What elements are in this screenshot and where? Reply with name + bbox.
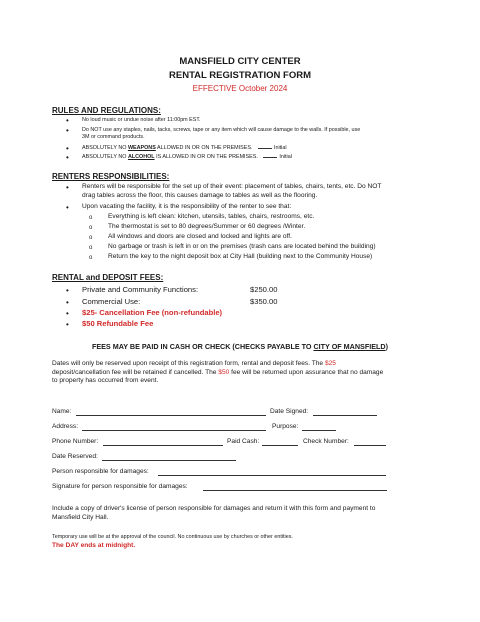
bullet-icon: •: [66, 126, 69, 135]
bullet-icon: •: [66, 116, 69, 125]
initial-label: Initial: [279, 154, 292, 160]
renters-sub-4: No garbage or trash is left in or on the premises (trash cans are located behind the building): [108, 243, 376, 250]
paid-cash-label: Paid Cash:: [227, 438, 260, 445]
rule-walls: [82, 127, 452, 141]
bullet-icon: •: [66, 286, 69, 295]
rule-noise: No loud music or undue noise after 11:00pm EST.: [82, 117, 201, 123]
initial-label: Initial: [273, 145, 287, 151]
renters-sub-3: All windows and doors are closed and locked and lights are off.: [108, 233, 292, 240]
address-label: Address:: [52, 423, 79, 430]
date-reserved-label: Date Reserved:: [52, 453, 98, 460]
fee-refundable: $50 Refundable Fee: [82, 319, 154, 328]
phone-label: Phone Number:: [52, 438, 99, 445]
effective-date: EFFECTIVE October 2024: [192, 84, 288, 93]
check-number-label: Check Number:: [303, 438, 349, 445]
rule-weapons-post: ALLOWED IN OR ON THE PREMISES.: [155, 145, 253, 151]
name-label: Name:: [52, 408, 72, 415]
dates-note: [52, 360, 437, 386]
bullet-icon: •: [66, 153, 69, 162]
title-line-1: MANSFIELD CITY CENTER: [179, 56, 301, 67]
payable-city: CITY OF MANSFIELD: [313, 342, 386, 351]
signature-label: Signature for person responsible for damages:: [52, 483, 188, 490]
dates-note-b-red: $50: [218, 368, 230, 376]
date-signed-field[interactable]: [313, 415, 377, 416]
phone-field[interactable]: [103, 445, 223, 446]
rule-alcohol-pre: ABSOLUTELY NO: [82, 154, 128, 160]
purpose-label: Purpose:: [272, 423, 299, 430]
title-line-2: RENTAL REGISTRATION FORM: [169, 70, 311, 81]
rules-heading: RULES AND REGULATIONS:: [52, 106, 161, 115]
rule-weapons-key: WEAPONS: [127, 145, 156, 151]
renters-setup-text-2: drag tables across the floor, this causes damage to tables as well as the flooring.: [82, 191, 318, 199]
address-field[interactable]: [82, 430, 266, 431]
rule-alcohol: [82, 154, 292, 161]
paid-cash-field[interactable]: [262, 445, 298, 446]
dates-note-b2: fee will be returned upon assurance that no damage: [229, 368, 384, 376]
day-ends-note: The DAY ends at midnight.: [52, 542, 136, 549]
dates-note-c: to property has occurred from event.: [52, 377, 159, 385]
renters-setup-text: Renters will be responsible for the set up of their event: placement of tables, chairs, tents, etc. Do NOT: [82, 183, 382, 190]
rule-weapons: [82, 145, 287, 152]
check-number-field[interactable]: [354, 445, 386, 446]
renters-sub-2: The thermostat is set to 80 degrees/Summer or 60 degrees /Winter.: [108, 223, 306, 230]
payable-pre: FEES MAY BE PAID IN CASH OR CHECK (CHECKS PAYABLE TO: [91, 342, 314, 351]
rule-alcohol-post: IS ALLOWED IN OR ON THE PREMISES.: [154, 154, 258, 160]
bullet-icon: •: [66, 203, 69, 212]
rule-alcohol-key: ALCOHOL: [127, 154, 155, 160]
dates-note-a-red: $25: [324, 360, 336, 367]
date-reserved-field[interactable]: [102, 460, 236, 461]
fee-cancellation: $25- Cancellation Fee (non-refundable): [82, 308, 223, 317]
rule-walls-text: Do NOT use any staples, nails, tacks, screws, tape or any item which will cause damage to the walls. If possible, use: [82, 127, 361, 133]
person-responsible-field[interactable]: [158, 475, 386, 476]
rule-walls-text-2: 3M or command products.: [82, 134, 145, 141]
payable-note: [0, 342, 480, 351]
person-responsible-label: Person responsible for damages:: [52, 468, 149, 475]
license-note: [52, 505, 447, 522]
fee-commercial-label: Commercial Use:: [82, 297, 141, 306]
license-note-b: Mansfield City Hall.: [52, 513, 109, 521]
rule-weapons-pre: ABSOLUTELY NO: [82, 145, 128, 151]
name-field[interactable]: [76, 415, 266, 416]
dates-note-b: deposit/cancellation fee will be retained if cancelled. The: [52, 368, 219, 376]
initial-blank[interactable]: [263, 157, 277, 158]
circle-bullet-icon: o: [89, 245, 93, 251]
bullet-icon: •: [66, 320, 69, 329]
fees-heading: RENTAL and DEPOSIT FEES:: [52, 273, 164, 282]
temporary-use-note: Temporary use will be at the approval of the council. No continuous use by churches or other entities.: [52, 534, 293, 540]
bullet-icon: •: [66, 309, 69, 318]
renters-setup: [82, 183, 457, 200]
fee-private-label: Private and Community Functions:: [82, 285, 199, 294]
fee-commercial-amount: $350.00: [250, 297, 278, 306]
circle-bullet-icon: o: [89, 255, 93, 261]
initial-blank[interactable]: [258, 148, 272, 149]
circle-bullet-icon: o: [89, 225, 93, 231]
fee-private-amount: $250.00: [250, 285, 278, 294]
dates-note-a: Dates will only be reserved upon receipt of this registration form, rental and deposit fees. The: [52, 360, 325, 367]
date-signed-label: Date Signed:: [270, 408, 309, 415]
renters-sub-5: Return the key to the night deposit box at City Hall (building next to the Community House): [108, 253, 373, 260]
circle-bullet-icon: o: [89, 215, 93, 221]
bullet-icon: •: [66, 144, 69, 153]
renters-vacating: Upon vacating the facility, it is the responsibility of the renter to see that:: [82, 203, 292, 210]
bullet-icon: •: [66, 298, 69, 307]
circle-bullet-icon: o: [89, 235, 93, 241]
renters-heading: RENTERS RESPONSIBILITIES:: [52, 172, 170, 181]
purpose-field[interactable]: [302, 430, 336, 431]
bullet-icon: •: [66, 183, 69, 192]
license-note-a: Include a copy of driver's license of person responsible for damages and return it with this form and payment to: [52, 505, 376, 512]
signature-field[interactable]: [203, 490, 387, 491]
payable-post: ): [385, 342, 389, 351]
renters-sub-1: Everything is left clean: kitchen, utensils, tables, chairs, restrooms, etc.: [108, 213, 315, 220]
